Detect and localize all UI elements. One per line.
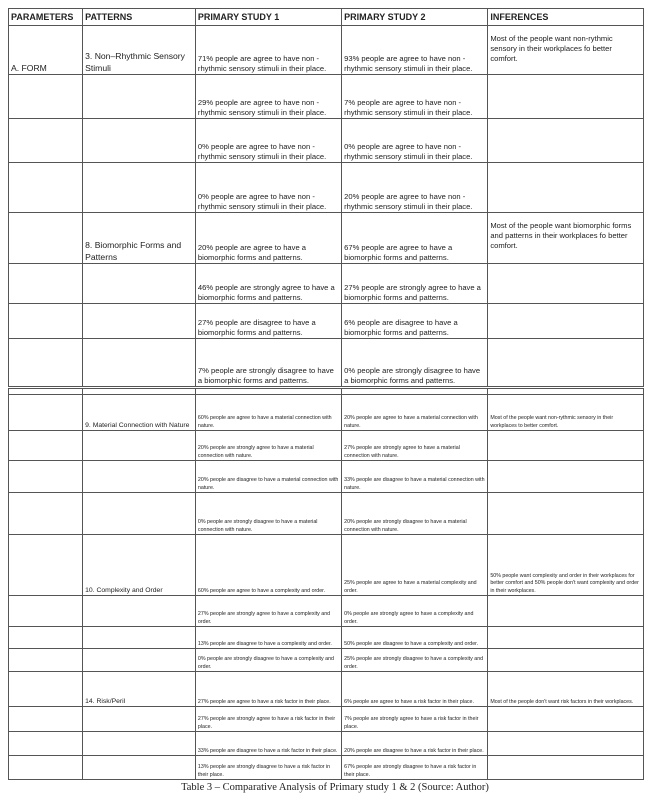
table-row <box>9 213 644 264</box>
study2-cell: 20% people are disagree to have a risk factor in their place. <box>342 732 488 756</box>
pattern-cell <box>83 339 196 387</box>
study1-cell: 13% people are disagree to have a complexity and order. <box>195 627 341 649</box>
pattern-cell <box>83 461 196 493</box>
table-row <box>9 264 644 304</box>
parameter-cell <box>9 493 83 535</box>
study1-cell: 71% people are agree to have non - rhythmic sensory stimuli in their place. <box>195 26 341 75</box>
study2-cell: 67% people are strongly disagree to have a risk factor in their place. <box>342 756 488 780</box>
study2-cell: 33% people are disagree to have a material connection with nature. <box>342 461 488 493</box>
pattern-cell <box>83 119 196 163</box>
pattern-cell <box>83 264 196 304</box>
pattern-cell <box>83 627 196 649</box>
table-row <box>9 395 644 431</box>
parameter-cell <box>9 627 83 649</box>
inference-cell <box>488 264 644 304</box>
study1-cell: 27% people are strongly agree to have a complexity and order. <box>195 596 341 627</box>
pattern-cell: 8. Biomorphic Forms and Patterns <box>83 213 196 264</box>
table-row <box>9 649 644 672</box>
study2-cell: 27% people are strongly agree to have a biomorphic forms and patterns. <box>342 264 488 304</box>
pattern-cell <box>83 649 196 672</box>
parameter-cell <box>9 707 83 732</box>
study1-cell: 7% people are strongly disagree to have a biomorphic forms and patterns. <box>195 339 341 387</box>
study2-cell: 6% people are agree to have a risk factor in their place. <box>342 672 488 707</box>
table-row <box>9 707 644 732</box>
pattern-cell <box>83 756 196 780</box>
study2-cell: 6% people are disagree to have a biomorphic forms and patterns. <box>342 304 488 339</box>
study2-cell: 67% people are agree to have a biomorphic forms and patterns. <box>342 213 488 264</box>
parameter-cell <box>9 75 83 119</box>
study1-cell: 13% people are strongly disagree to have a risk factor in their place. <box>195 756 341 780</box>
pattern-cell <box>83 707 196 732</box>
pattern-cell <box>83 431 196 461</box>
header-primary-study-2: PRIMARY STUDY 2 <box>342 9 488 26</box>
table-row <box>9 756 644 780</box>
inference-cell <box>488 119 644 163</box>
pattern-cell: 9. Material Connection with Nature <box>83 395 196 431</box>
inference-cell: Most of the people want non-rythmic sensory in their workplaces fo better comfort. <box>488 26 644 75</box>
study1-cell: 60% people are agree to have a material connection with nature. <box>195 395 341 431</box>
comparison-table-bottom <box>8 388 644 780</box>
table-row <box>9 75 644 119</box>
header-parameters: PARAMETERS <box>9 9 83 26</box>
pattern-cell: 3. Non–Rhythmic Sensory Stimuli <box>83 26 196 75</box>
pattern-cell: 10. Complexity and Order <box>83 535 196 596</box>
parameter-cell <box>9 395 83 431</box>
study2-cell: 20% people are strongly disagree to have a material connection with nature. <box>342 493 488 535</box>
study2-cell: 20% people are agree to have non - rhythmic sensory stimuli in their place. <box>342 163 488 213</box>
parameter-cell <box>9 119 83 163</box>
parameter-cell <box>9 163 83 213</box>
pattern-cell <box>83 596 196 627</box>
inference-cell: Most of the people want non-rythmic sensory in their workplaces to better comfort. <box>488 395 644 431</box>
study2-cell: 93% people are agree to have non - rhythmic sensory stimuli in their place. <box>342 26 488 75</box>
inference-cell <box>488 756 644 780</box>
study1-cell: 33% people are disagree to have a risk factor in their place. <box>195 732 341 756</box>
parameter-cell <box>9 264 83 304</box>
inference-cell <box>488 493 644 535</box>
inference-cell <box>488 707 644 732</box>
table-caption: Table 3 – Comparative Analysis of Primary study 1 & 2 (Source: Author) <box>181 782 489 793</box>
parameter-cell <box>9 535 83 596</box>
study1-cell: 46% people are strongly agree to have a biomorphic forms and patterns. <box>195 264 341 304</box>
study1-cell: 27% people are strongly agree to have a risk factor in their place. <box>195 707 341 732</box>
table-row <box>9 596 644 627</box>
study2-cell: 50% people are disagree to have a complexity and order. <box>342 627 488 649</box>
study1-cell: 0% people are strongly disagree to have a material connection with nature. <box>195 493 341 535</box>
inference-cell <box>488 596 644 627</box>
study1-cell: 0% people are strongly disagree to have a complexity and order. <box>195 649 341 672</box>
inference-cell <box>488 461 644 493</box>
study2-cell: 25% people are strongly disagree to have a complexity and order. <box>342 649 488 672</box>
study2-cell: 0% people are agree to have non - rhythmic sensory stimuli in their place. <box>342 119 488 163</box>
header-inferences: INFERENCES <box>488 9 644 26</box>
inference-cell <box>488 339 644 387</box>
parameter-cell <box>9 756 83 780</box>
inference-cell <box>488 732 644 756</box>
header-primary-study-1: PRIMARY STUDY 1 <box>195 9 341 26</box>
study1-cell: 27% people are agree to have a risk factor in their place. <box>195 672 341 707</box>
parameter-cell <box>9 596 83 627</box>
study1-cell: 29% people are agree to have non - rhythmic sensory stimuli in their place. <box>195 75 341 119</box>
table-row <box>9 431 644 461</box>
table-row <box>9 627 644 649</box>
table-row <box>9 493 644 535</box>
study2-cell: 7% people are strongly agree to have a risk factor in their place. <box>342 707 488 732</box>
table-row <box>9 163 644 213</box>
inference-cell <box>488 649 644 672</box>
parameter-cell <box>9 304 83 339</box>
parameter-cell <box>9 339 83 387</box>
table-row <box>9 339 644 387</box>
header-patterns: PATTERNS <box>83 9 196 26</box>
table-row <box>9 732 644 756</box>
study1-cell: 27% people are disagree to have a biomorphic forms and patterns. <box>195 304 341 339</box>
pattern-cell <box>83 493 196 535</box>
inference-cell: 50% people want complexity and order in their workplaces for better comfort and 50% people don't want complexity and order in their workplaces. <box>488 535 644 596</box>
table-row <box>9 672 644 707</box>
header-row <box>9 9 644 26</box>
parameter-cell <box>9 213 83 264</box>
inference-cell: Most of the people want biomorphic forms and patterns in their workplaces fo better comfort. <box>488 213 644 264</box>
parameter-cell <box>9 732 83 756</box>
inference-cell: Most of the people don't want risk factors in their workplaces. <box>488 672 644 707</box>
inference-cell <box>488 75 644 119</box>
study2-cell: 7% people are agree to have non - rhythmic sensory stimuli in their place. <box>342 75 488 119</box>
comparison-table-top <box>8 8 644 387</box>
pattern-cell: 14. Risk/Peril <box>83 672 196 707</box>
pattern-cell <box>83 75 196 119</box>
pattern-cell <box>83 163 196 213</box>
inference-cell <box>488 163 644 213</box>
table-row <box>9 26 644 75</box>
study1-cell: 60% people are agree to have a complexity and order. <box>195 535 341 596</box>
study2-cell: 20% people are agree to have a material connection with nature. <box>342 395 488 431</box>
parameter-cell <box>9 431 83 461</box>
table-row <box>9 304 644 339</box>
pattern-cell <box>83 304 196 339</box>
inference-cell <box>488 304 644 339</box>
parameter-cell <box>9 649 83 672</box>
study2-cell: 0% people are strongly agree to have a complexity and order. <box>342 596 488 627</box>
study1-cell: 0% people are agree to have non - rhythmic sensory stimuli in their place. <box>195 119 341 163</box>
parameter-cell: A. FORM <box>9 26 83 75</box>
study2-cell: 0% people are strongly disagree to have a biomorphic forms and patterns. <box>342 339 488 387</box>
parameter-cell <box>9 461 83 493</box>
study2-cell: 27% people are strongly agree to have a material connection with nature. <box>342 431 488 461</box>
inference-cell <box>488 431 644 461</box>
study1-cell: 0% people are agree to have non - rhythmic sensory stimuli in their place. <box>195 163 341 213</box>
parameter-cell <box>9 672 83 707</box>
pattern-cell <box>83 732 196 756</box>
study1-cell: 20% people are strongly agree to have a material connection with nature. <box>195 431 341 461</box>
study1-cell: 20% people are agree to have a biomorphic forms and patterns. <box>195 213 341 264</box>
table-row <box>9 119 644 163</box>
table-row <box>9 535 644 596</box>
study1-cell: 20% people are disagree to have a material connection with nature. <box>195 461 341 493</box>
inference-cell <box>488 627 644 649</box>
table-row <box>9 461 644 493</box>
study2-cell: 25% people are agree to have a material complexity and order. <box>342 535 488 596</box>
